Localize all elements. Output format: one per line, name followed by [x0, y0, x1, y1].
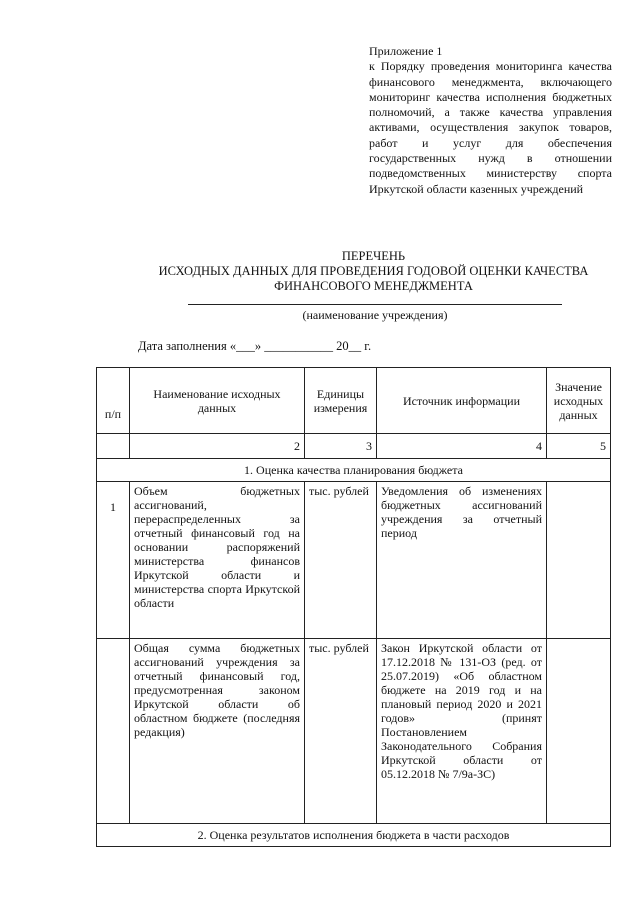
row-number — [97, 639, 130, 824]
section-row — [97, 459, 611, 482]
header-name: Наименование исходных данных — [130, 368, 305, 434]
appendix-text: к Порядку проведения мониторинга качества финансового менеджмента, включающего мониторинг качества исполнения бюджетных полномочий, а также качества управления активами, осуществления закупок товаров, работ и услуг для обеспечения государственных нужд в отношении подведомственных министерству спорта Иркутской области казенных учреждений — [369, 59, 612, 196]
row-source: Закон Иркутской области от 17.12.2018 № 131-ОЗ (ред. от 25.07.2019) «Об областном бюджете на 2019 год и на плановый период 2020 и 2021 годов» (принят Постановлением Законодательного Собрания Иркутской области от 05.12.2018 № 7/9а-ЗС) — [377, 639, 547, 824]
col-number-2: 2 — [130, 434, 305, 459]
row-source: Уведомления об изменениях бюджетных ассигнований учреждения за отчетный период — [377, 482, 547, 639]
institution-caption: (наименование учреждения) — [302, 308, 448, 322]
row-value — [547, 482, 611, 639]
section-row — [97, 824, 611, 847]
header-source: Источник информации — [377, 368, 547, 434]
header-value: Значение исходных данных — [547, 368, 611, 434]
appendix-block — [369, 44, 612, 197]
col-number-3: 3 — [305, 434, 377, 459]
header-number: п/п — [97, 368, 130, 434]
document-subtitle-line1: ИСХОДНЫХ ДАННЫХ ДЛЯ ПРОВЕДЕНИЯ ГОДОВОЙ ОЦЕНКИ КАЧЕСТВА — [158, 264, 589, 278]
table-row — [97, 639, 611, 824]
header-unit: Единицы измерения — [305, 368, 377, 434]
fill-date-line: Дата заполнения «___» ___________ 20__ г. — [138, 339, 372, 353]
row-number: 1 — [97, 482, 130, 639]
document-subtitle-line2: ФИНАНСОВОГО МЕНЕДЖМЕНТА — [274, 279, 473, 293]
table-header-row — [97, 368, 611, 434]
section-title-2: 2. Оценка результатов исполнения бюджета в части расходов — [97, 824, 611, 847]
col-number-4: 4 — [377, 434, 547, 459]
table-row — [97, 482, 611, 639]
row-data-name: Объем бюджетных ассигнований, перераспределенных за отчетный финансовый год на основании распоряжений министерства финансов Иркутской области и министерства спорта Иркутской области — [130, 482, 305, 639]
row-unit: тыс. рублей — [305, 639, 377, 824]
row-value — [547, 639, 611, 824]
section-title-1: 1. Оценка качества планирования бюджета — [97, 459, 611, 482]
col-number-5: 5 — [547, 434, 611, 459]
institution-name-line — [188, 304, 562, 305]
col-number-1 — [97, 434, 130, 459]
row-data-name: Общая сумма бюджетных ассигнований учреждения за отчетный финансовый год, предусмотренная законом Иркутской области об областном бюджете (последняя редакция) — [130, 639, 305, 824]
row-unit: тыс. рублей — [305, 482, 377, 639]
column-number-row — [97, 434, 611, 459]
document-title: ПЕРЕЧЕНЬ — [341, 249, 406, 263]
appendix-title: Приложение 1 — [369, 44, 443, 58]
source-data-table — [96, 367, 611, 847]
